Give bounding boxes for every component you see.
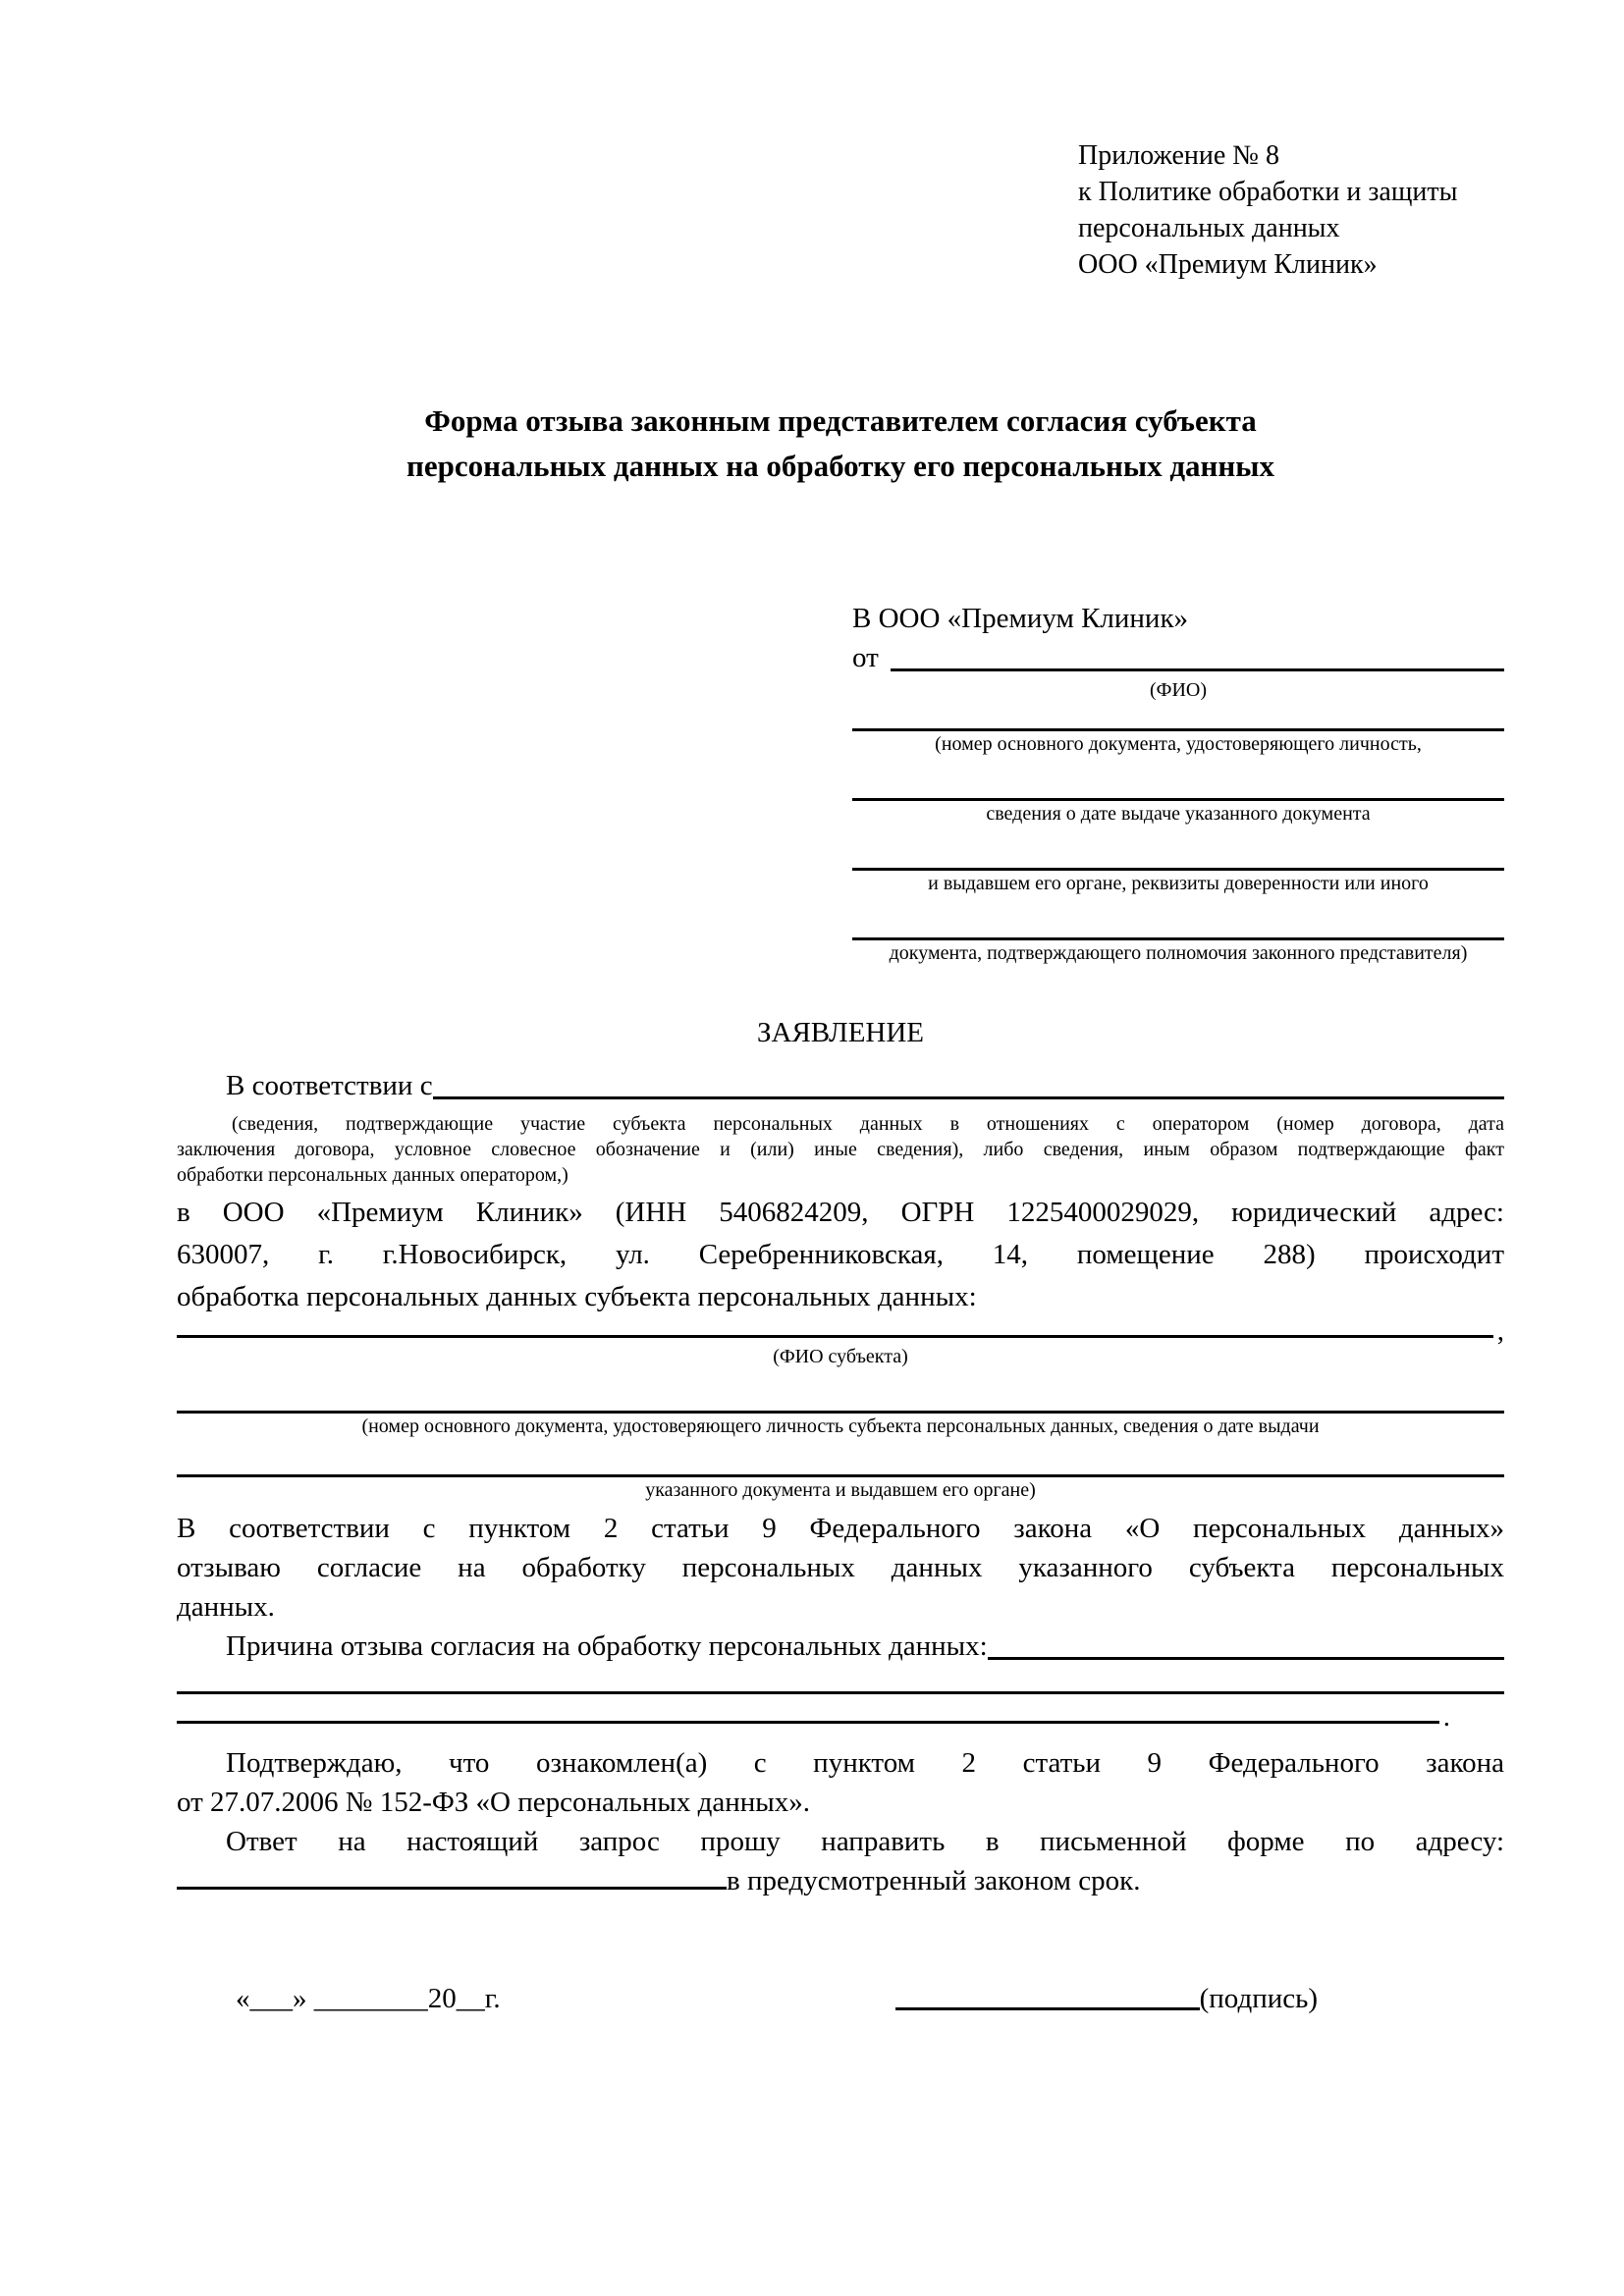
withdraw-paragraph-line: данных. (177, 1591, 275, 1623)
withdraw-paragraph (177, 1509, 1504, 1627)
reason-continuation-blank-line (177, 1666, 1504, 1694)
intro-blank-line (433, 1066, 1504, 1099)
reason-label: Причина отзыва согласия на обработку персональных данных: (226, 1630, 988, 1662)
intro-label: В соответствии с (226, 1070, 433, 1101)
subject-fio-caption: (ФИО субъекта) (773, 1346, 908, 1367)
reply-address-blank-line (177, 1861, 727, 1890)
signature-group (895, 1979, 1318, 2018)
subject-fio-blank-line (177, 1318, 1493, 1338)
document-title-line: персональных данных на обработку его персональных данных (406, 449, 1274, 483)
reason-row (177, 1627, 1504, 1666)
operator-paragraph-line: обработка персональных данных субъекта персональных данных: (177, 1281, 977, 1312)
signature-caption: (подпись) (1199, 1983, 1318, 2014)
fio-caption: (ФИО) (1149, 679, 1207, 701)
confirm-paragraph-line: от 27.07.2006 № 152-ФЗ «О персональных данных». (177, 1787, 811, 1818)
intro-caption-line: заключения договора, условное словесное обозначение и (или) иные сведения), либо сведения, иным образом подтверждающие факт (177, 1139, 1504, 1160)
subject-document-blank-line (177, 1385, 1504, 1414)
intro-caption-block (177, 1111, 1504, 1188)
confirm-paragraph (177, 1743, 1504, 1822)
operator-paragraph (177, 1192, 1504, 1318)
trailing-comma: , (1496, 1315, 1504, 1347)
reply-paragraph (177, 1822, 1504, 1900)
statement-intro-row (177, 1066, 1504, 1105)
subject-document-blank-line-2 (177, 1449, 1504, 1477)
date-fill-in: «___» ________20__г. (236, 1983, 501, 2014)
from-label: от (852, 642, 879, 673)
authority-document-blank-line (852, 912, 1504, 940)
reason-blank-line (988, 1627, 1504, 1660)
fio-blank-line (891, 638, 1504, 671)
document-number-caption: (номер основного документа, удостоверяющего личность, (935, 733, 1422, 755)
statement-heading: ЗАЯВЛЕНИЕ (756, 1017, 925, 1048)
reply-paragraph-line: Ответ на настоящий запрос прошу направить в письменной форме по адресу: (226, 1826, 1504, 1857)
withdraw-paragraph-line: отзываю согласие на обработку персональных данных указанного субъекта персональных (177, 1552, 1504, 1583)
subject-document-caption: (номер основного документа, удостоверяющего личность субъекта персональных данных, сведения о дате выдачи (361, 1415, 1320, 1437)
subject-document-caption-2: указанного документа и выдавшем его органе) (645, 1479, 1036, 1501)
document-number-blank-line (852, 703, 1504, 731)
confirm-paragraph-line: Подтверждаю, что ознакомлен(а) с пунктом 2 статьи 9 Федерального закона (226, 1747, 1504, 1779)
issue-date-caption: сведения о дате выдаче указанного документа (986, 803, 1371, 825)
subject-fio-row (177, 1315, 1504, 1347)
reply-address-row (177, 1861, 1504, 1900)
authority-document-caption: документа, подтверждающего полномочия законного представителя) (889, 942, 1468, 964)
addressee-from-row (852, 638, 1504, 677)
issuing-authority-blank-line (852, 842, 1504, 871)
issue-date-blank-line (852, 773, 1504, 801)
withdraw-paragraph-line: В соответствии с пунктом 2 статьи 9 Федерального закона «О персональных данных» (177, 1513, 1504, 1544)
addressee-to: В ООО «Премиум Клиник» (852, 603, 1189, 634)
appendix-note-line: Приложение № 8 (1078, 140, 1279, 171)
signature-blank-line (895, 1982, 1200, 2010)
appendix-note (1078, 137, 1504, 283)
reply-suffix: в предусмотренный законом срок. (727, 1865, 1141, 1896)
addressee-block (852, 599, 1504, 966)
appendix-note-line: персональных данных (1078, 213, 1340, 243)
footer-row (177, 1979, 1504, 2018)
document-title (177, 399, 1504, 489)
operator-paragraph-line: в ООО «Премиум Клиник» (ИНН 5406824209, ОГРН 1225400029029, юридический адрес: (177, 1197, 1504, 1228)
reason-continuation-blank-line-2 (177, 1704, 1439, 1724)
document-title-line: Форма отзыва законным представителем согласия субъекта (424, 403, 1257, 438)
reason-continuation-row (177, 1701, 1504, 1733)
operator-paragraph-line: 630007, г. г.Новосибирск, ул. Серебренниковская, 14, помещение 288) происходит (177, 1239, 1504, 1270)
trailing-period: . (1442, 1701, 1450, 1733)
appendix-note-line: ООО «Премиум Клиник» (1078, 249, 1378, 280)
intro-caption-line: (сведения, подтверждающие участие субъекта персональных данных в отношениях с оператором (номер договора, дата (232, 1113, 1504, 1135)
appendix-note-line: к Политике обработки и защиты (1078, 177, 1458, 207)
intro-caption-line: обработки персональных данных оператором,) (177, 1164, 568, 1186)
issuing-authority-caption: и выдавшем его органе, реквизиты доверенности или иного (928, 873, 1429, 894)
